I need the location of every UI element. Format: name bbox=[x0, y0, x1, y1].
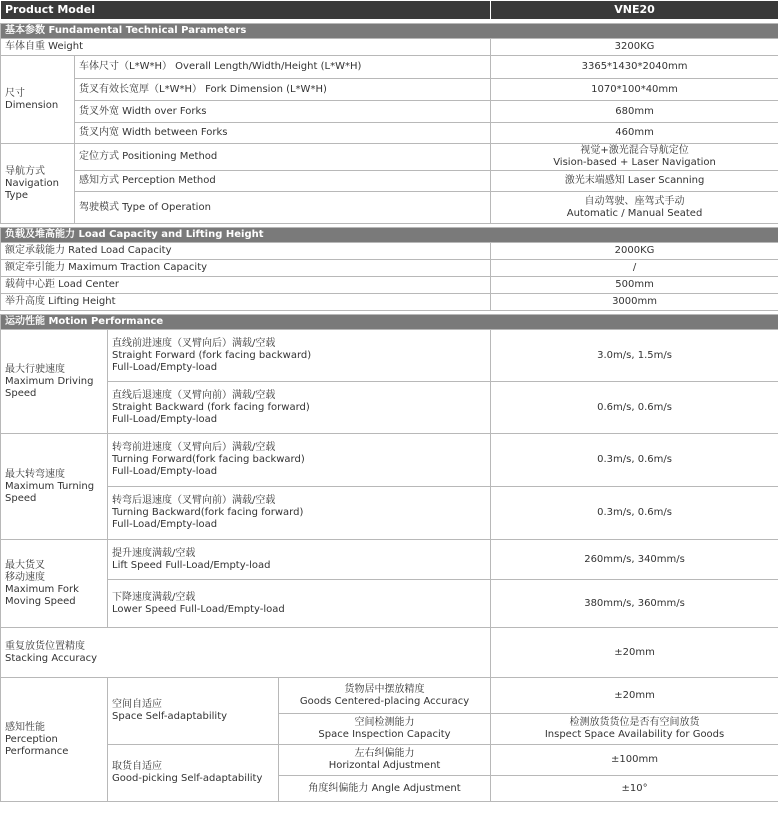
load-center-value: 500mm bbox=[491, 277, 778, 294]
weight-value: 3200KG bbox=[491, 39, 778, 56]
rated-load-value: 2000KG bbox=[491, 243, 778, 260]
turning-backward-label: 转弯后退速度（叉臂向前）满载/空载 Turning Backward(fork facing forward) Full-Load/Empty-load bbox=[108, 487, 491, 540]
section-header-motion bbox=[1, 315, 778, 330]
row-width-between-forks bbox=[1, 123, 778, 144]
traction-label: 额定牵引能力 Maximum Traction Capacity bbox=[1, 260, 491, 277]
overall-size-value: 3365*1430*2040mm bbox=[491, 56, 778, 79]
navigation-group-label: 导航方式 Navigation Type bbox=[1, 144, 75, 224]
straight-backward-value: 0.6m/s, 0.6m/s bbox=[491, 382, 778, 434]
overall-size-label: 车体尺寸（L*W*H） Overall Length/Width/Height (L*W*H) bbox=[75, 56, 491, 79]
width-over-forks-label: 货叉外宽 Width over Forks bbox=[75, 101, 491, 123]
row-lift-speed bbox=[1, 540, 778, 580]
lift-speed-label: 提升速度满载/空载 Lift Speed Full-Load/Empty-load bbox=[108, 540, 491, 580]
lower-speed-label: 下降速度满载/空载 Lower Speed Full-Load/Empty-load bbox=[108, 580, 491, 628]
row-traction bbox=[1, 260, 778, 277]
row-straight-backward bbox=[1, 382, 778, 434]
row-positioning bbox=[1, 144, 778, 171]
turning-forward-value: 0.3m/s, 0.6m/s bbox=[491, 434, 778, 487]
row-fork-dimension bbox=[1, 79, 778, 101]
row-operation-type bbox=[1, 192, 778, 224]
row-lifting-height bbox=[1, 294, 778, 311]
operation-type-value: 自动驾驶、座驾式手动 Automatic / Manual Seated bbox=[491, 192, 778, 224]
angle-adjustment-value: ±10° bbox=[491, 776, 778, 802]
row-turning-backward bbox=[1, 487, 778, 540]
weight-label: 车体自重 Weight bbox=[1, 39, 491, 56]
horizontal-adjustment-value: ±100mm bbox=[491, 745, 778, 776]
perception-group-label: 感知性能 Perception Performance bbox=[1, 678, 108, 802]
straight-backward-label: 直线后退速度（叉臂向前）满载/空载 Straight Backward (fork facing forward) Full-Load/Empty-load bbox=[108, 382, 491, 434]
fork-dimension-label: 货叉有效长宽厚（L*W*H） Fork Dimension (L*W*H) bbox=[75, 79, 491, 101]
row-rated-load bbox=[1, 243, 778, 260]
row-straight-forward bbox=[1, 330, 778, 382]
turning-backward-value: 0.3m/s, 0.6m/s bbox=[491, 487, 778, 540]
product-model-row bbox=[1, 1, 778, 20]
turning-forward-label: 转弯前进速度（叉臂向后）满载/空载 Turning Forward(fork facing backward) Full-Load/Empty-load bbox=[108, 434, 491, 487]
lifting-height-label: 举升高度 Lifting Height bbox=[1, 294, 491, 311]
driving-speed-group-label: 最大行驶速度 Maximum Driving Speed bbox=[1, 330, 108, 434]
space-inspection-value: 检测放货货位是否有空间放货 Inspect Space Availability for Goods bbox=[491, 714, 778, 745]
rated-load-label: 额定承载能力 Rated Load Capacity bbox=[1, 243, 491, 260]
row-overall-size bbox=[1, 56, 778, 79]
width-between-forks-label: 货叉内宽 Width between Forks bbox=[75, 123, 491, 144]
row-centered-placing bbox=[1, 678, 778, 714]
section-header-load bbox=[1, 228, 778, 243]
row-width-over-forks bbox=[1, 101, 778, 123]
load-center-label: 载荷中心距 Load Center bbox=[1, 277, 491, 294]
section-title-basic: 基本参数 Fundamental Technical Parameters bbox=[1, 24, 778, 39]
positioning-value: 视觉+激光混合导航定位 Vision-based + Laser Navigation bbox=[491, 144, 778, 171]
stacking-accuracy-label: 重复放货位置精度 Stacking Accuracy bbox=[1, 628, 491, 678]
product-model-label: Product Model bbox=[1, 1, 491, 20]
traction-value: / bbox=[491, 260, 778, 277]
lifting-height-value: 3000mm bbox=[491, 294, 778, 311]
section-title-motion: 运动性能 Motion Performance bbox=[1, 315, 778, 330]
picking-adaptability-label: 取货自适应 Good-picking Self-adaptability bbox=[108, 745, 279, 802]
row-load-center bbox=[1, 277, 778, 294]
straight-forward-value: 3.0m/s, 1.5m/s bbox=[491, 330, 778, 382]
straight-forward-label: 直线前进速度（叉臂向后）满载/空载 Straight Forward (fork facing backward) Full-Load/Empty-load bbox=[108, 330, 491, 382]
lower-speed-value: 380mm/s, 360mm/s bbox=[491, 580, 778, 628]
section-header-basic bbox=[1, 24, 778, 39]
width-over-forks-value: 680mm bbox=[491, 101, 778, 123]
row-turning-forward bbox=[1, 434, 778, 487]
row-perception-method bbox=[1, 171, 778, 192]
width-between-forks-value: 460mm bbox=[491, 123, 778, 144]
positioning-label: 定位方式 Positioning Method bbox=[75, 144, 491, 171]
row-weight bbox=[1, 39, 778, 56]
operation-type-label: 驾驶模式 Type of Operation bbox=[75, 192, 491, 224]
perception-method-value: 激光末端感知 Laser Scanning bbox=[491, 171, 778, 192]
stacking-accuracy-value: ±20mm bbox=[491, 628, 778, 678]
horizontal-adjustment-label: 左右纠偏能力 Horizontal Adjustment bbox=[279, 745, 491, 776]
perception-method-label: 感知方式 Perception Method bbox=[75, 171, 491, 192]
centered-placing-label: 货物居中摆放精度 Goods Centered-placing Accuracy bbox=[279, 678, 491, 714]
fork-speed-group-label: 最大货叉 移动速度 Maximum Fork Moving Speed bbox=[1, 540, 108, 628]
space-inspection-label: 空间检测能力 Space Inspection Capacity bbox=[279, 714, 491, 745]
product-model-value: VNE20 bbox=[491, 1, 778, 20]
space-adaptability-label: 空间自适应 Space Self-adaptability bbox=[108, 678, 279, 745]
centered-placing-value: ±20mm bbox=[491, 678, 778, 714]
fork-dimension-value: 1070*100*40mm bbox=[491, 79, 778, 101]
section-title-load: 负载及堆高能力 Load Capacity and Lifting Height bbox=[1, 228, 778, 243]
row-horizontal-adjustment bbox=[1, 745, 778, 776]
dimension-group-label: 尺寸 Dimension bbox=[1, 56, 75, 144]
row-lower-speed bbox=[1, 580, 778, 628]
row-stacking-accuracy bbox=[1, 628, 778, 678]
turning-speed-group-label: 最大转弯速度 Maximum Turning Speed bbox=[1, 434, 108, 540]
lift-speed-value: 260mm/s, 340mm/s bbox=[491, 540, 778, 580]
angle-adjustment-label: 角度纠偏能力 Angle Adjustment bbox=[279, 776, 491, 802]
